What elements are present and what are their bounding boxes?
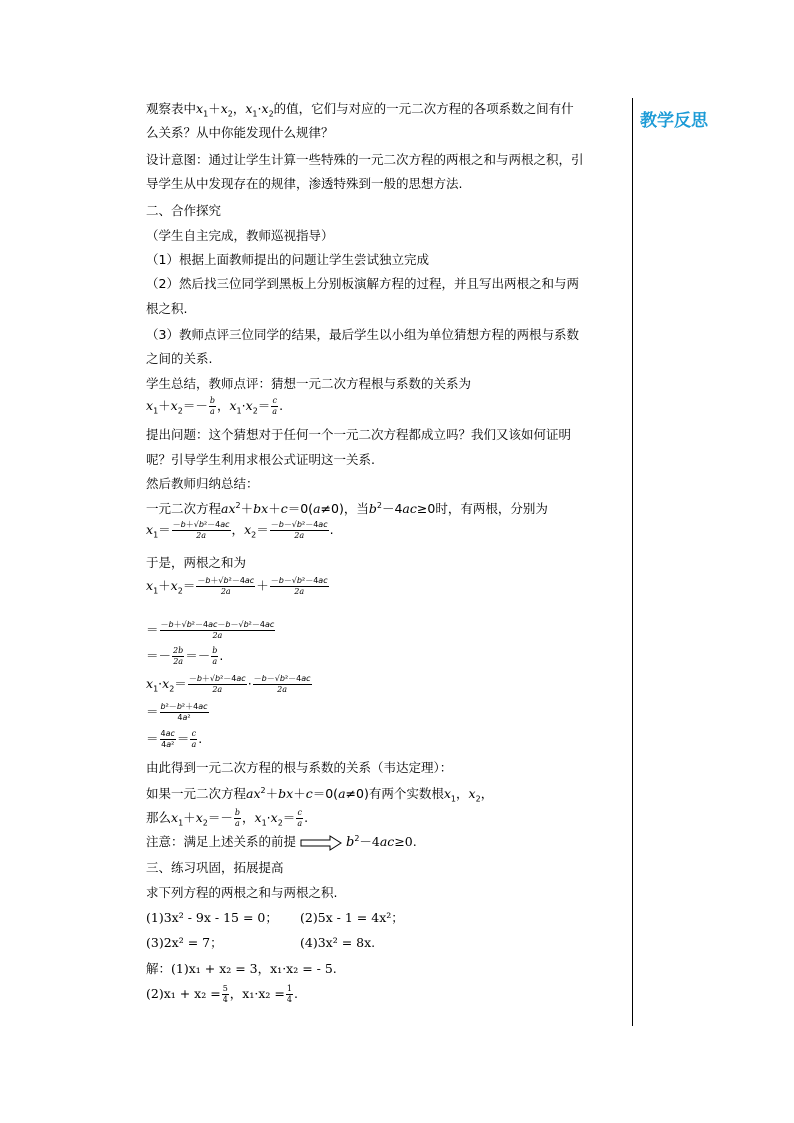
design-intent: 设计意图：通过让学生计算一些特殊的一元二次方程的两根之和与两根之积，引: [146, 152, 584, 167]
teacher-summary: 然后教师归纳总结：: [146, 476, 259, 491]
step-2: （2）然后找三位同学到黑板上分别板演解方程的过程，并且写出两根之和与两: [146, 276, 579, 291]
exercise-1: (1)3x² - 9x - 15 = 0；: [146, 910, 278, 925]
product-step-2: ＝ $\frac{\text{b²－b²＋4ac}}{\text{4a²}}$: [146, 702, 208, 722]
exercise-4: (4)3x² = 8x.: [300, 935, 376, 950]
step-3-cont: 之间的关系.: [146, 351, 213, 366]
vieta-condition: 如果一元二次方程$ax^2+bx+c=0(a\ne 0)$有两个实数根$x_1$，$x_2$，: [146, 785, 494, 804]
student-summary: 学生总结，教师点评：猜想一元二次方程根与系数的关系为: [146, 376, 472, 391]
step-2-cont: 根之积.: [146, 301, 188, 316]
exercise-task: 求下列方程的两根之和与两根之积.: [146, 885, 338, 900]
exercise-2: (2)5x - 1 = 4x²；: [300, 910, 404, 925]
vieta-result: 那么$x_1+x_2=-$ $\frac{b}{a}$ ，$x_1\cdot x_2=$ $\frac{c}{a}$ .: [146, 808, 309, 828]
step-3: （3）教师点评三位同学的结果，最后学生以小组为单位猜想方程的两根与系数: [146, 327, 579, 342]
paragraph-observe: 观察表中$x_1+x_2$，$x_1\cdot x_2$的值，它们与对应的一元二次方程的各项系数之间有什: [146, 101, 574, 119]
step-1: （1）根据上面教师提出的问题让学生尝试独立完成: [146, 252, 429, 267]
design-intent-cont: 导学生从中发现存在的规律，渗透特殊到一般的思想方法.: [146, 176, 463, 191]
right-arrow-icon: [300, 835, 342, 851]
product-step-3: ＝ $\frac{4ac}{\text{4a²}}$ ＝ $\frac{c}{a}$ .: [146, 729, 203, 749]
paragraph-observe-cont: 么关系？从中你能发现什么规律？: [146, 125, 334, 140]
product-step-1: $x_1\cdot x_2=$ $\frac{\text{－b＋√b²－4ac}}{2a}$ · $\frac{\text{－b－√b²－4ac}}{2a}$: [146, 674, 311, 694]
sum-step-3: ＝－ $\frac{2b}{2a}$ ＝－ $\frac{b}{a}$ .: [146, 646, 224, 666]
section-heading-3: 三、练习巩固，拓展提高: [146, 860, 284, 875]
column-divider: [632, 98, 633, 1026]
solution-2: (2)x₁ + x₂ = $\frac{5}{4}$ ，x₁·x₂ = $\frac{1}{4}$ .: [146, 984, 298, 1004]
guide-note: （学生自主完成，教师巡视指导）: [146, 228, 334, 243]
sidebar-title: 教学反思: [640, 111, 708, 131]
sum-intro: 于是，两根之和为: [146, 555, 247, 570]
exercise-3: (3)2x² = 7；: [146, 935, 223, 950]
vieta-theorem: 由此得到一元二次方程的根与系数的关系（韦达定理）：: [146, 760, 453, 775]
section-heading-2: 二、合作探究: [146, 203, 222, 218]
precondition-note: 注意：满足上述关系的前提 $b^2-4ac\ge 0$.: [146, 833, 417, 850]
sum-step-2: ＝ $\frac{\text{－b＋√b²－4ac－b－√b²－4ac}}{2a}$: [146, 620, 275, 640]
question: 提出问题：这个猜想对于任何一个一元二次方程都成立吗？我们又该如何证明: [146, 427, 572, 442]
root-formula: $x_1=$ $\frac{\text{－b＋√b²－4ac}}{2a}$ ，$x_2=$ $\frac{\text{－b－√b²－4ac}}{2a}$ .: [146, 520, 334, 540]
question-cont: 呢？引导学生利用求根公式证明这一关系.: [146, 452, 375, 467]
general-equation: 一元二次方程$ax^2+bx+c=0(a\ne 0)$，当$b^2-4ac\ge 0$时，有两根，分别为: [146, 500, 548, 516]
solution-1: 解：(1)x₁ + x₂ = 3，x₁·x₂ = - 5.: [146, 961, 337, 976]
conjecture-formula: $x_1+x_2=-$ $\frac{b}{a}$ ，$x_1\cdot x_2=$ $\frac{c}{a}$ .: [146, 396, 284, 416]
sum-step-1: $x_1+x_2=$ $\frac{\text{－b＋√b²－4ac}}{2a}$ ＋ $\frac{\text{－b－√b²－4ac}}{2a}$: [146, 576, 328, 596]
